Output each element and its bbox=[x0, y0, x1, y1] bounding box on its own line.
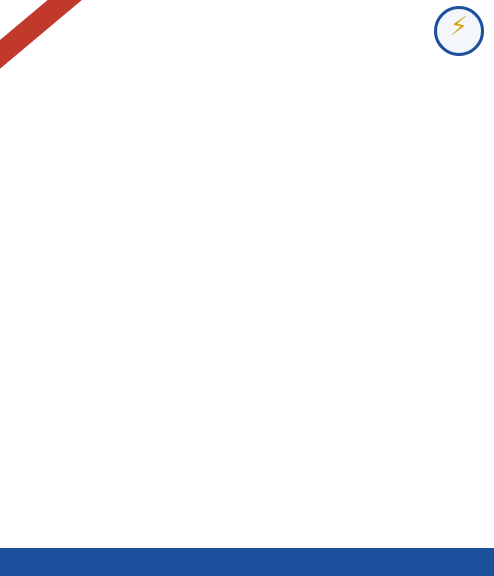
lightning-bolt-icon: ⚡ bbox=[449, 12, 468, 42]
page-title bbox=[130, 14, 384, 44]
website-links bbox=[10, 529, 484, 541]
notice-ribbon bbox=[0, 0, 92, 75]
footer-bar bbox=[0, 548, 494, 576]
